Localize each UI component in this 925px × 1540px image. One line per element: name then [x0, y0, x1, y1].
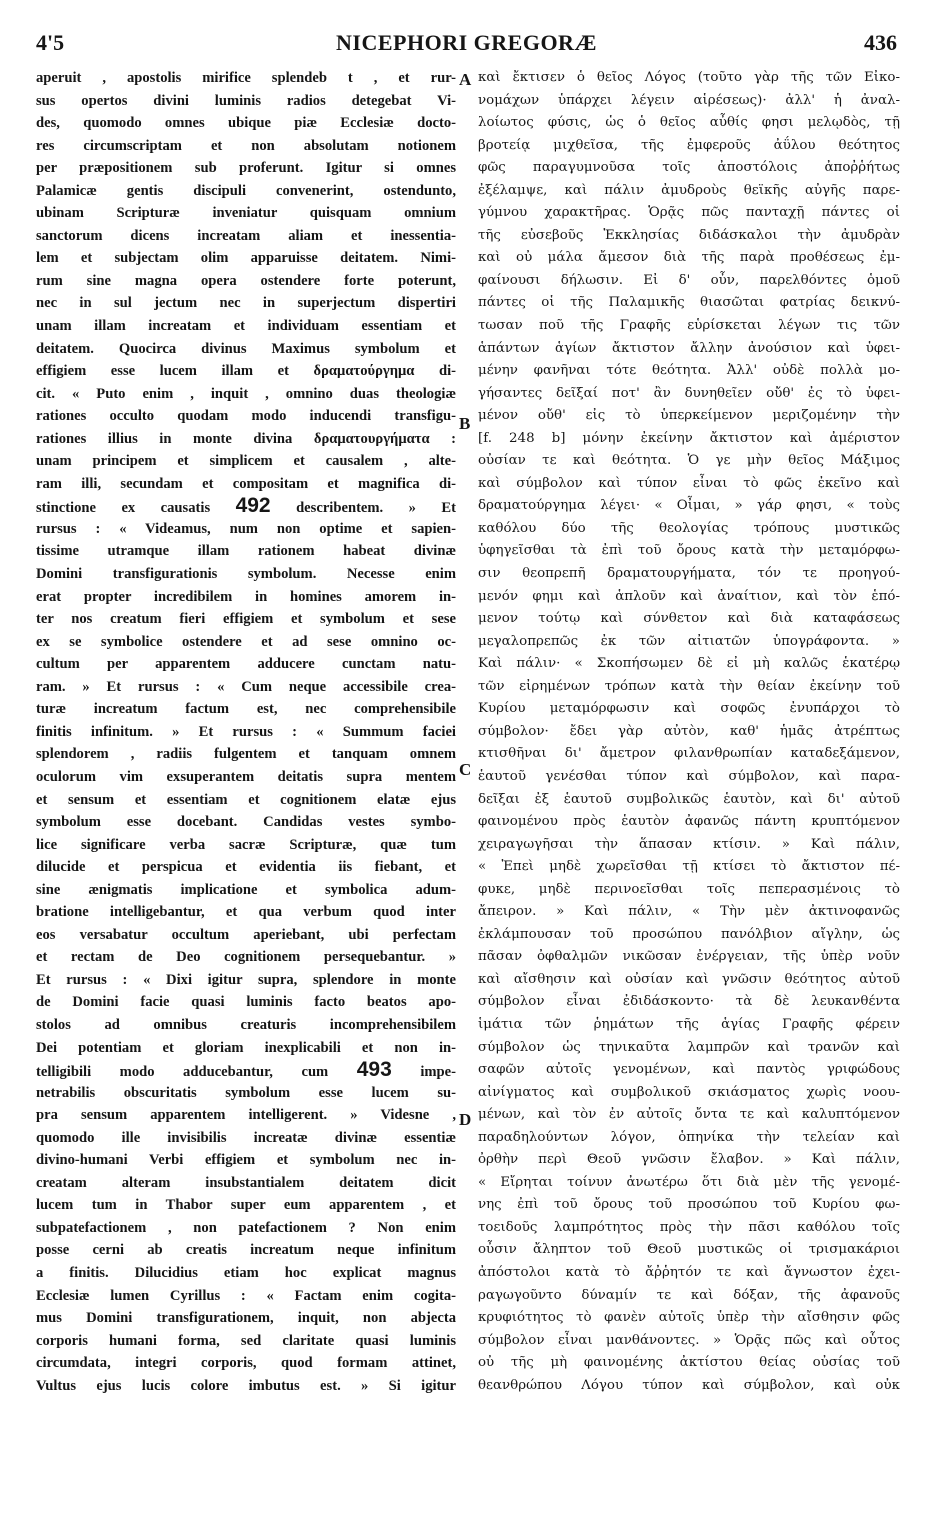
- greek-column: [478, 67, 900, 1397]
- latin-text-line: unam principem et simplicem et causalem , alte-: [36, 453, 456, 470]
- latin-text-line: Ecclesiæ lumen Cyrillus : « Factam enim cogita-: [36, 1287, 456, 1304]
- greek-text-line: ραγωγοῦντο δύναμίν τε καὶ δόξαν, τῆς ἀφανοῦς: [478, 1287, 900, 1303]
- latin-text-line: res circumscriptam et non absolutam notionem: [36, 137, 456, 154]
- latin-text-line: stolos ad omnibus creaturis incomprehensibilem: [36, 1016, 456, 1033]
- greek-text-line: σύμβολον εἶναι ἐδιδάσκοντο· τὰ δὲ λευκανθέντα: [478, 994, 900, 1010]
- greek-text-line: ἑαυτοῦ γενέσθαι τύπον καὶ σύμβολον, καὶ παρα-: [478, 768, 900, 784]
- latin-text-line: et rectam de Deo cognitionem persequebantur. »: [36, 949, 456, 966]
- latin-text-line: lem et subjectam olim apparuisse deitatem. Nimi-: [36, 250, 456, 267]
- greek-text-line: ἄπειρον. » Καὶ πάλιν, « Τὴν μὲν ἀκτινοφανῶς: [478, 904, 900, 920]
- latin-text-line: a finitis. Dilucidius etiam hoc explicat magnus: [36, 1264, 456, 1281]
- latin-text-line: stinctione ex causatis 492 describentem. » Et: [36, 495, 456, 518]
- running-title: NICEPHORI GREGORÆ: [336, 30, 597, 55]
- greek-text-line: αἰνίγματος καὶ συμβολικοῦ σκιάσματος χωρὶς νοου-: [478, 1084, 900, 1100]
- latin-text-line: splendorem , radiis fulgentem et tanquam omnem: [36, 746, 456, 763]
- greek-text-line: χειραγωγῆσαι τὴν ἅπασαν κτίσιν. » Καὶ πάλιν,: [478, 836, 900, 852]
- greek-text-line: Καὶ πάλιν· « Σκοπήσωμεν δὲ εἰ μὴ καλῶς ἑκατέρῳ: [478, 656, 900, 672]
- latin-text-line: ubinam Scripturæ inveniatur quisquam omnium: [36, 205, 456, 222]
- latin-text-line: sanctorum dicens increatam aliam et inessentia-: [36, 227, 456, 244]
- margin-letter-d: D: [459, 1110, 472, 1129]
- greek-text-line: σύμβολον· ἔδει γὰρ αὐτὸν, καθ' ἡμᾶς ἀτρέπτως: [478, 723, 900, 739]
- greek-text-line: Κυρίου μεταμόρφωσιν καὶ σοφῶς ἐνυπάρχοι τὸ: [478, 701, 900, 717]
- greek-text-line: σύμβολον εἶναι μανθάνοντες. » Ὁρᾷς πῶς καὶ οὗτος: [478, 1332, 900, 1348]
- greek-text-line: γύμνου χαρακτῆρας. Ὁρᾷς πῶς πανταχῇ πάντες οἱ: [478, 205, 900, 221]
- latin-text-line: et sensum et essentiam et cognitionem elatæ ejus: [36, 791, 456, 808]
- latin-text-line: quomodo ille invisibilis increatæ divinæ essentiæ: [36, 1129, 456, 1146]
- page-number-right: 436: [864, 30, 897, 55]
- latin-text-line: Palamicæ gentis discipuli convenerint, ostendunto,: [36, 182, 456, 199]
- latin-text-line: lice significare verba sacræ Scripturæ, quæ tum: [36, 836, 456, 853]
- greek-text-line: πάντες οἱ τῆς Παλαμικῆς θιασῶται φατρίας δεικνύ-: [478, 295, 900, 311]
- greek-text-line: μένων, καὶ τὸν ἐν αὐτοῖς ὄντα τε καὶ καλυπτόμενον: [478, 1107, 900, 1123]
- greek-text-line: ἐκλάμπουσαν τοῦ προσώπου πανόλβιον αἴγλην, ὡς: [478, 926, 900, 942]
- greek-text-line: πᾶσαν ὀφθαλμῶν νικῶσαν ἐνέργειαν, τῆς ὑπὲρ νοῦν: [478, 949, 900, 965]
- greek-text-line: δεῖξαι ἐξ ἑαυτοῦ συμβολικῶς ἑαυτὸν, καὶ δι' αὐτοῦ: [478, 791, 900, 807]
- latin-text-line: aperuit , apostolis mirifice splendeb t , et rur-: [36, 70, 456, 86]
- greek-text-line: « Εἴρηται τοίνυν ἀνωτέρω ὅτι διὰ μὲν τῆς γενομέ-: [478, 1174, 900, 1190]
- latin-text-line: de Domini facie quasi luminis facto beatos apo-: [36, 994, 456, 1011]
- latin-text-line: deitatem. Quocirca divinus Maximus symbolum et: [36, 340, 456, 357]
- greek-text-line: φυκε, μηδὲ περινοεῖσθαι τοῖς πεπερασμένοις τὸ: [478, 881, 900, 897]
- latin-text-line: des, quomodo omnes ubique piæ Ecclesiæ docto-: [36, 115, 456, 132]
- greek-text-line: θεανθρώπου Λόγου τύπον καὶ σύμβολον, καὶ οὐκ: [478, 1377, 900, 1393]
- greek-text-line: ὑφηγεῖσθαι τὰ ἐπὶ τοῦ ὄρους κατὰ τὴν μεταμόρφω-: [478, 543, 900, 559]
- greek-text-line: ἀπόστολοι κατὰ τὸ ἄῤῥητόν τε καὶ ἄγνωστον ἐχει-: [478, 1264, 900, 1280]
- greek-text-line: νομάχων ὑπάρχει λέγειν αἱρέσεως)· ἀλλ' ἡ ἀναλ-: [478, 92, 900, 108]
- greek-text-line: [f. 248 b] μόνην ἐκείνην ἄκτιστον καὶ ἀμέριστον: [478, 430, 900, 446]
- column-number: 492: [235, 495, 271, 518]
- latin-text-line: corporis humani forma, sed claritate quasi luminis: [36, 1332, 456, 1349]
- greek-text-line: τῆς εὐσεβοῦς Ἐκκλησίας διδάσκαλοι τὴν ἀμυδρὰν: [478, 227, 900, 243]
- greek-text-line: φαινομένου πρὸς ἑαυτὸν ἀφανῶς πάντη κρυπτόμενον: [478, 814, 900, 830]
- greek-text-line: δραματούργημα λέγει· « Οἶμαι, » γάρ φησι, « τοὺς: [478, 498, 900, 514]
- latin-text-line: ter nos creatum fieri effigiem et symbolum et sese: [36, 611, 456, 628]
- margin-letter-a: A: [459, 70, 472, 89]
- greek-text-line: καὶ αἴσθησιν καὶ οὐσίαν καὶ γνῶσιν θεότητος αὐτοῦ: [478, 971, 900, 987]
- greek-text-line: σαφῶν αὐτοῖς γενομένων, καὶ παντὸς γριφώδους: [478, 1062, 900, 1078]
- greek-text-line: σιν θεοπρεπῆ δραματουργήματα, τόν τε προηγού-: [478, 566, 900, 582]
- latin-text-line: dilucide et perspicua et evidentia iis fiebant, et: [36, 859, 456, 876]
- greek-text-line: κρυφιότητος τὸ φανὲν αὐτοῖς ὑπὲρ τὴν αἴσθησιν φῶς: [478, 1310, 900, 1326]
- latin-text-line: pra sensum apparentem intelligerent. » Videsne ,: [36, 1107, 456, 1124]
- greek-text-line: μένην φανῆναι τότε θεότητα. Ἀλλ' οὐδὲ πολλὰ μο-: [478, 363, 900, 379]
- latin-text-line: oculorum vim exsuperantem deitatis supra mentem: [36, 768, 456, 785]
- page-header: [28, 30, 905, 64]
- greek-text-line: καὶ οὐ μάλα ἄμεσον διὰ τῆς παρὰ προθέσεως ἐμ-: [478, 250, 900, 266]
- greek-text-line: ἁπάντων ἁγίων ἄκτιστον ἄλλην ἀνούσιον καὶ ὑφει-: [478, 340, 900, 356]
- greek-text-line: μενον τούτῳ καὶ σύνθετον καὶ διὰ καταφάσεως: [478, 611, 900, 627]
- latin-text-line: sine ænigmatis implicatione et symbolica adum-: [36, 881, 456, 898]
- greek-text-line: καὶ ἔκτισεν ὁ θεῖος Λόγος (τοῦτο γὰρ τῆς τῶν Εἰκο-: [478, 70, 900, 85]
- latin-text-line: turæ increatum factum est, nec comprehensibile: [36, 701, 456, 718]
- latin-text-line: divino-humani Verbi effigiem et symbolum nec in-: [36, 1152, 456, 1169]
- greek-text-line: μεγαλοπρεπῶς ἐκ τῶν αἰτιατῶν ὑπογράφοντα. »: [478, 633, 900, 649]
- greek-text-line: οὐσίαν τε καὶ θεότητα. Ὁ γε μὴν θεῖος Μάξιμος: [478, 453, 900, 469]
- greek-text-line: ὀρθὴν περὶ Θεοῦ γνῶσιν ἔλαβον. » Καὶ πάλιν,: [478, 1152, 900, 1168]
- latin-text-line: Domini transfigurationis symbolum. Necesse enim: [36, 566, 456, 583]
- latin-text-line: sus opertos divini luminis radios detegebat Vi-: [36, 92, 456, 109]
- latin-text-line: Dei potentiam et gloriam inexplicabili et non in-: [36, 1039, 456, 1056]
- latin-text-line: Et rursus : « Dixi igitur supra, splendore in monte: [36, 971, 456, 988]
- greek-text-line: οὖσιν ἄληπτον τοῦ Θεοῦ μυστικῶς οἱ τρισμακάριοι: [478, 1242, 900, 1258]
- latin-text-line: finitis infinitum. » Et rursus : « Summum faciei: [36, 723, 456, 740]
- latin-text-line: bratione intelligebantur, et qua verbum quod inter: [36, 904, 456, 921]
- latin-text-line: rum sine magna opera ostendere forte poterunt,: [36, 272, 456, 289]
- greek-text-line: καὶ σύμβολον καὶ τύπον εἶναι τὸ φῶς ἐκεῖνο καὶ: [478, 475, 900, 491]
- greek-text-line: οὐ τῆς μὴ φαινομένης ἀκτίστου θείας οὐσίας τοῦ: [478, 1355, 900, 1371]
- greek-text-line: τοειδοῦς λαμπρότητος πρὸς τὴν πᾶσι καθόλου τοῖς: [478, 1219, 900, 1235]
- greek-text-line: ἱμάτια τῶν ῥημάτων τῆς ἁγίας Γραφῆς φέρειν: [478, 1016, 900, 1032]
- latin-text-line: ram illi, secundam et compositam et magnifica di-: [36, 475, 456, 492]
- greek-text-line: μενόν φημι καὶ ἁπλοῦν καὶ ἀναίτιον, καὶ τὸν ἑπό-: [478, 588, 900, 604]
- greek-text-line: καθόλου δύο τῆς θεολογίας τρόπους μυστικῶς: [478, 520, 900, 536]
- latin-column: [36, 67, 456, 1397]
- latin-text-line: subpatefactionem , non patefactionem ? Non enim: [36, 1219, 456, 1236]
- latin-text-line: cultum per apparentem adducere cunctam natu-: [36, 656, 456, 673]
- column-number: 493: [356, 1059, 392, 1082]
- latin-text-line: eos versabatur occultum aperiebant, ubi perfectam: [36, 926, 456, 943]
- greek-text-line: παραδηλούντων λόγον, ὁπηνίκα τὴν τελείαν καὶ: [478, 1129, 900, 1145]
- latin-text-line: per præpositionem sub proferunt. Igitur si omnes: [36, 160, 456, 177]
- latin-text-line: lucem tum in Thabor super eum apparentem , et: [36, 1197, 456, 1214]
- latin-text-line: posse cerni ab creatis increatum neque infinitum: [36, 1242, 456, 1259]
- latin-text-line: unam illam increatam et individuam essentiam et: [36, 318, 456, 335]
- latin-text-line: mus Domini transfigurationem, inquit, non abjecta: [36, 1310, 456, 1327]
- greek-text-line: σύμβολον ὡς τηνικαῦτα λαμπρῶν καὶ τρανῶν καὶ: [478, 1039, 900, 1055]
- margin-letter-c: C: [459, 760, 472, 779]
- latin-text-line: erat propter incredibilem in homines amorem in-: [36, 588, 456, 605]
- latin-text-line: ram. » Et rursus : « Cum neque accessibile crea-: [36, 678, 456, 695]
- greek-text-line: λοίωτος φύσις, ὡς ὁ θεῖος αὖθίς φησι μελῳδὸς, τῇ: [478, 115, 900, 131]
- greek-text-line: « Ἐπεὶ μηδὲ χωρεῖσθαι τῇ κτίσει τὸ ἄκτιστον πέ-: [478, 859, 900, 875]
- greek-text-line: βροτείᾳ μιχθεῖσα, τῆς ἐμφεροῦς ἀΰλου θεότητος: [478, 137, 900, 153]
- page-number-left: 4'5: [36, 30, 65, 55]
- latin-text-line: nec in sul jectum nec in superjectum dispertiri: [36, 295, 456, 312]
- latin-text-line: netrabilis obscuritatis symbolum esse lucem su-: [36, 1084, 456, 1101]
- greek-text-line: τῶν εἰρημένων τρόπων κατὰ τὴν θείαν ἐκείνην τοῦ: [478, 678, 900, 694]
- latin-text-line: telligibili modo adducebantur, cum 493 impe-: [36, 1059, 456, 1082]
- greek-text-line: γήσαντες δεῖξαί ποτ' ἂν δυνηθεῖεν οὔθ' ἐς τὸ ὑφει-: [478, 385, 900, 401]
- greek-text-line: φαίνουσι δήλωσιν. Εἰ δ' οὖν, παρελθόντες ὁμοῦ: [478, 272, 900, 288]
- margin-letter-b: B: [459, 414, 471, 433]
- greek-text-line: κτισθῆναι δι' ἄμετρον φιλανθρωπίαν καταδεξάμενον,: [478, 746, 900, 762]
- latin-text-line: rationes illius in monte divina δραματουργήματα :: [36, 430, 456, 447]
- latin-text-line: circumdata, integri corporis, quod formam attinet,: [36, 1355, 456, 1372]
- latin-text-line: symbolum esse docebant. Candidas vestes symbo-: [36, 814, 456, 831]
- greek-text-line: μένον οὔθ' εἰς τὸ ὑπερκείμενον μεριζομένην τὴν: [478, 408, 900, 424]
- latin-text-line: Vultus ejus lucis colore imbutus est. » Si igitur: [36, 1377, 456, 1394]
- latin-text-line: creatam alteram insubstantialem deitatem dicit: [36, 1174, 456, 1191]
- greek-text-line: ἐξέλαμψε, καὶ πάλιν ἀμυδροὺς θεϊκῆς αὐγῆς παρε-: [478, 182, 900, 198]
- latin-text-line: ex se symbolice ostendere et ad sese omnino oc-: [36, 633, 456, 650]
- greek-text-line: φῶς παραγυμνοῦσα τοῖς ἀποστόλοις ἀποῤῥήτως: [478, 160, 900, 176]
- latin-text-line: tissime utramque illam rationem habeat divinæ: [36, 543, 456, 560]
- latin-text-line: rursus : « Videamus, num non optime et sapien-: [36, 520, 456, 537]
- latin-text-line: effigiem esse lucem illam et δραματούργημα di-: [36, 363, 456, 380]
- greek-text-line: τωσαν ποῦ τῆς Γραφῆς εὑρίσκεται λέγων τις τῶν: [478, 318, 900, 334]
- latin-text-line: cit. « Puto enim , inquit , omnino duas theologiæ: [36, 385, 456, 402]
- greek-text-line: νης ἐπὶ τοῦ ὄρους τοῦ προσώπου τοῦ Κυρίου φω-: [478, 1197, 900, 1213]
- latin-text-line: rationes occulto quodam modo inducendi transfigu-: [36, 408, 456, 425]
